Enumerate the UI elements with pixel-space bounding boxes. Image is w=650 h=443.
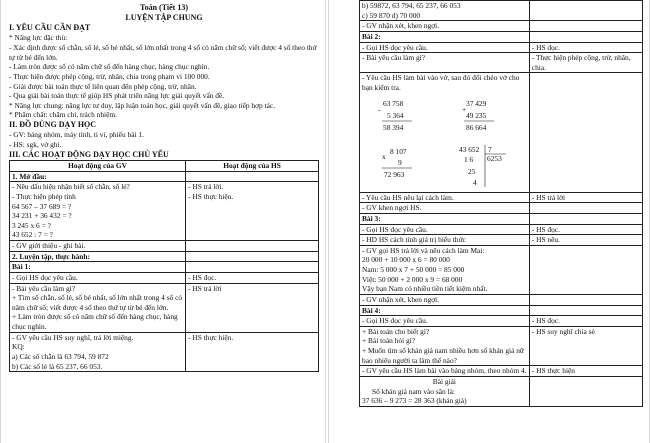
solution-line-1: Số khán giả nam vào sân là: [372, 386, 455, 396]
hs-cell [529, 294, 642, 305]
gv-cell [10, 251, 186, 262]
gv-cell [360, 235, 530, 246]
table-row [360, 1, 643, 21]
hs-text: - HS suy nghĩ chia sẻ [531, 326, 595, 336]
gv-text: + Bài toán hỏi gì? [362, 336, 416, 346]
gv-text: KQ: [12, 342, 25, 352]
gv-text: 3 245 x 6 = ? [12, 220, 51, 230]
section-2-heading: II. ĐỒ DÙNG DẠY HỌC [9, 120, 97, 130]
hs-cell [529, 235, 642, 246]
gv-cell [10, 241, 186, 252]
table-row [360, 31, 643, 42]
hs-text: - HS thực hiện. [188, 191, 234, 201]
gv-text: 2. Luyện tập, thực hành: [12, 251, 90, 261]
hs-cell [186, 332, 319, 372]
sub-operand-2: 5 364 [387, 110, 404, 120]
gv-cell [360, 326, 530, 366]
hs-cell [186, 251, 319, 262]
table-row [360, 224, 643, 235]
hs-text: - HS đọc. [531, 316, 560, 326]
gv-text: 20 000 + 10 000 x 6 = 80 000 [362, 255, 450, 265]
solution-title: Bài giải [432, 376, 456, 386]
table-row [360, 366, 643, 377]
lesson-title: Toán (Tiết 13) [139, 3, 188, 12]
gv-text: Việt: 50 000 + 2 000 x 9 = 68 000 [362, 274, 463, 284]
gv-cell [360, 21, 530, 32]
gv-text: - HD HS cách tính giá trị biểu thức [362, 235, 466, 245]
hs-text: - HS đọc. [531, 42, 560, 52]
gv-text: Bài 2: [362, 31, 381, 41]
table-row [360, 235, 643, 246]
table-row [360, 192, 643, 203]
text-line: - Thực hiện được phép cộng, trừ, nhân, chia trong phạm vi 100 000. [9, 71, 210, 81]
gv-cell [360, 294, 530, 305]
gv-cell [360, 376, 530, 406]
gv-text: Bài 1: [12, 262, 31, 272]
gv-text: - Bài yêu cầu làm gì? [12, 283, 76, 293]
gv-cell [360, 305, 530, 316]
gv-text: a) Các số chẵn là 63 794, 59 872 [12, 351, 109, 361]
gv-text: - Gọi HS đọc yêu cầu. [362, 224, 428, 234]
gv-cell [10, 332, 186, 372]
text-line: - HS: sgk, vở ghi. [9, 140, 62, 150]
gv-text: Bài 4: [362, 305, 381, 315]
header-hs: Hoạt động của HS [186, 161, 319, 172]
table-row [360, 73, 643, 192]
table-row [360, 203, 643, 214]
gv-text: - Gọi HS đọc yêu cầu. [12, 272, 78, 282]
text-line: - Qua giải bài toán thực tế giúp HS phát triển năng lực giải quyết vấn đề. [9, 91, 225, 101]
gv-text: + Tìm số chẵn, số lẻ, số bé nhất, số lớn nhất trong 4 số có năm chữ số; viết được 4 số theo thứ tự từ bé đến lớn. [12, 293, 183, 312]
gv-cell [10, 272, 186, 283]
hs-cell [529, 326, 642, 366]
add-operand-2: 49 235 [466, 110, 487, 120]
gv-text: + Bài toán cho biết gì? [362, 326, 430, 336]
hs-cell [186, 272, 319, 283]
hs-text: - HS trả lời [188, 283, 222, 293]
gv-text: - GV nhận xét, khen ngợi. [362, 294, 440, 304]
gv-text: + Làm tròn được số có năm chữ số đến hàng chục, hàng chục nghìn. [12, 312, 178, 332]
hs-cell [529, 245, 642, 294]
gv-text: - GV yêu cầu HS suy nghĩ, trả lời miệng. [12, 332, 134, 342]
table-row [360, 294, 643, 305]
add-result: 86 664 [466, 122, 487, 132]
gv-cell [360, 31, 530, 42]
table-row [360, 245, 643, 294]
mul-operand-1: 8 107 [390, 146, 407, 156]
gv-cell [360, 1, 530, 21]
table-row [360, 316, 643, 327]
gv-text: Nam: 5 000 x 7 + 50 000 = 85 000 [362, 265, 465, 274]
div-remainder: 4 [473, 177, 477, 187]
gv-text: - GV nhận xét, khen ngợi. [362, 21, 440, 31]
gv-text: - GV khen ngợi HS. [362, 203, 422, 213]
text-line: - Làm tròn được số có năm chữ số đến hàng chục, hàng chục nghìn. [9, 62, 210, 72]
gv-text: 1. Mở đầu: [12, 171, 47, 181]
hs-text: - Thực hiện phép cộng, trừ, nhân, chia. [531, 53, 631, 72]
text-line: - GV: bảng nhóm, máy tính, ti vi, phiếu bài 1. [9, 130, 144, 140]
gv-text: 64 567 – 37 689 = ? [12, 201, 72, 211]
gv-text: - GV gọi HS trả lời và nêu cách làm Mai: [362, 245, 485, 255]
table-row [360, 376, 643, 406]
hs-cell [529, 42, 642, 53]
section-3-heading: III. CÁC HOẠT ĐỘNG DẠY HỌC CHỦ YẾU [9, 149, 169, 159]
div-divisor: 7 [488, 144, 492, 154]
hs-cell [186, 283, 319, 332]
gv-cell [360, 213, 530, 224]
table-row [10, 262, 319, 273]
table-row [360, 21, 643, 32]
table-row [10, 332, 319, 372]
gv-text: - GV yêu cầu HS làm bài vào bảng nhóm, theo nhóm 4. [362, 366, 527, 376]
section-2-content [9, 130, 319, 149]
hs-cell [529, 31, 642, 42]
hs-cell [529, 53, 642, 73]
table-row [360, 53, 643, 73]
gv-text: 34 231 + 36 432 = ? [12, 211, 72, 221]
text-line: - Xác định được số chẵn, số lẻ, số bé nhất, số lớn nhất trong 4 số cỏ năm chữ số; viết được 4 số theo thứ tự từ bé đến lớn. [9, 43, 317, 62]
gv-cell [360, 192, 530, 203]
bai1-answer-b: b) 59872, 63 794, 65 237, 66 053 [362, 1, 461, 10]
gv-cell [360, 224, 530, 235]
plus-sign: + [462, 104, 467, 114]
gv-cell [10, 182, 186, 241]
table-row [10, 272, 319, 283]
continuation-table [359, 0, 643, 407]
gv-cell [360, 245, 530, 294]
bai2-calculations [362, 93, 527, 192]
hs-cell [186, 171, 319, 182]
table-row [10, 251, 319, 262]
hs-text: - HS đọc. [531, 224, 560, 234]
hs-cell [186, 262, 319, 273]
gv-cell [360, 366, 530, 377]
mul-result: 72 963 [384, 169, 405, 179]
hs-cell [186, 241, 319, 252]
div-quotient: 6253 [487, 153, 502, 163]
gv-cell [360, 316, 530, 327]
gv-text: - Yêu cầu HS nêu lại cách làm. [362, 192, 454, 202]
hs-text: - HS nêu. [531, 235, 560, 245]
gv-text: - Gọi HS đọc yêu cầu. [362, 316, 428, 326]
table-row [360, 305, 643, 316]
gv-text: Vậy bạn Nam có nhiều tiền tiết kiệm nhất. [362, 284, 488, 294]
gv-text: Bài 3: [362, 213, 381, 223]
hs-cell [529, 203, 642, 214]
table-row [10, 171, 319, 182]
activities-table [9, 160, 319, 372]
gv-cell [360, 73, 530, 192]
hs-cell [529, 213, 642, 224]
table-row [10, 182, 319, 241]
hs-text: - HS thực hiện. [188, 332, 234, 342]
text-line: * Năng lực đặc thù: [9, 33, 68, 43]
times-sign: x [382, 151, 386, 161]
div-step-1: 1 6 [464, 154, 474, 164]
hs-text: - HS trả lời [531, 192, 566, 202]
gv-text: - Nêu dấu hiệu nhận biết số chẵn, số lẻ? [12, 182, 130, 192]
gv-text: + Muốn tìm số khán giả nam nhiều hơn số khán giả nữ bao nhiêu người ta làm thế nào? [362, 346, 524, 365]
solution-line-2: 37 636 – 9 273 = 28 363 (khán giả) [362, 396, 467, 406]
gv-cell [360, 42, 530, 53]
hs-cell [529, 305, 642, 316]
hs-cell [186, 182, 319, 241]
sub-result: 58 394 [383, 122, 404, 132]
minus-sign: - [378, 104, 381, 114]
gv-text: - Thực hiện phép tính [12, 191, 76, 201]
text-line: - Giải được bài toán thực tế liên quan đến phép cộng, trừ, nhân. [9, 81, 197, 91]
table-row [360, 213, 643, 224]
gv-cell [360, 53, 530, 73]
column-calculations [376, 95, 526, 189]
hs-cell [529, 224, 642, 235]
right-page [328, 0, 650, 443]
table-row [10, 283, 319, 332]
mul-operand-2: 9 [398, 157, 402, 167]
div-step-2: 25 [468, 166, 476, 176]
hs-cell [529, 21, 642, 32]
header-gv: Hoạt động của GV [10, 161, 186, 172]
hs-cell [529, 316, 642, 327]
table-row [10, 241, 319, 252]
table-row [360, 42, 643, 53]
hs-text: - HS trả lời. [188, 182, 224, 192]
hs-cell [529, 192, 642, 203]
lesson-subtitle: LUYỆN TẬP CHUNG [125, 13, 203, 22]
gv-text: - GV giới thiệu - ghi bài. [12, 241, 86, 251]
hs-cell [529, 376, 642, 406]
add-operand-1: 37 429 [466, 98, 487, 108]
table-row [360, 326, 643, 366]
text-line: * Phẩm chất: chăm chỉ, trách nhiệm. [9, 110, 117, 120]
div-dividend: 43 652 [459, 144, 480, 154]
gv-text: - Gọi HS đọc yêu cầu. [362, 42, 428, 52]
gv-text: b) Các số lẻ là 65 237, 66 053. [12, 361, 103, 371]
hs-cell [529, 1, 642, 21]
gv-cell [10, 171, 186, 182]
section-1-content [9, 33, 319, 120]
table-header-row [10, 161, 319, 172]
hs-cell [529, 366, 642, 377]
gv-cell [10, 262, 186, 273]
hs-text: - HS đọc. [188, 272, 217, 282]
hs-text: - HS thực hiện [531, 366, 576, 376]
gv-text: 43 652 : 7 = ? [12, 230, 53, 240]
gv-text: - Bài yêu cầu làm gì? [362, 53, 426, 63]
hs-cell [529, 73, 642, 192]
text-line: * Năng lực chung: năng lực tư duy, lập luận toán học, giải quyết vấn đề, giao tiếp hợp tác. [9, 100, 276, 110]
bai1-answer-cd: c) 59 870 d) 70 000 [362, 10, 421, 20]
gv-cell [360, 203, 530, 214]
section-1-heading: I. YÊU CẦU CẦN ĐẠT [9, 23, 91, 32]
sub-operand-1: 63 758 [383, 98, 404, 108]
gv-cell [10, 283, 186, 332]
bai2-instruction: - Yêu cầu HS làm bài vào vở, sau đó đổi chéo vở cho bạn kiểm tra. [362, 73, 520, 92]
